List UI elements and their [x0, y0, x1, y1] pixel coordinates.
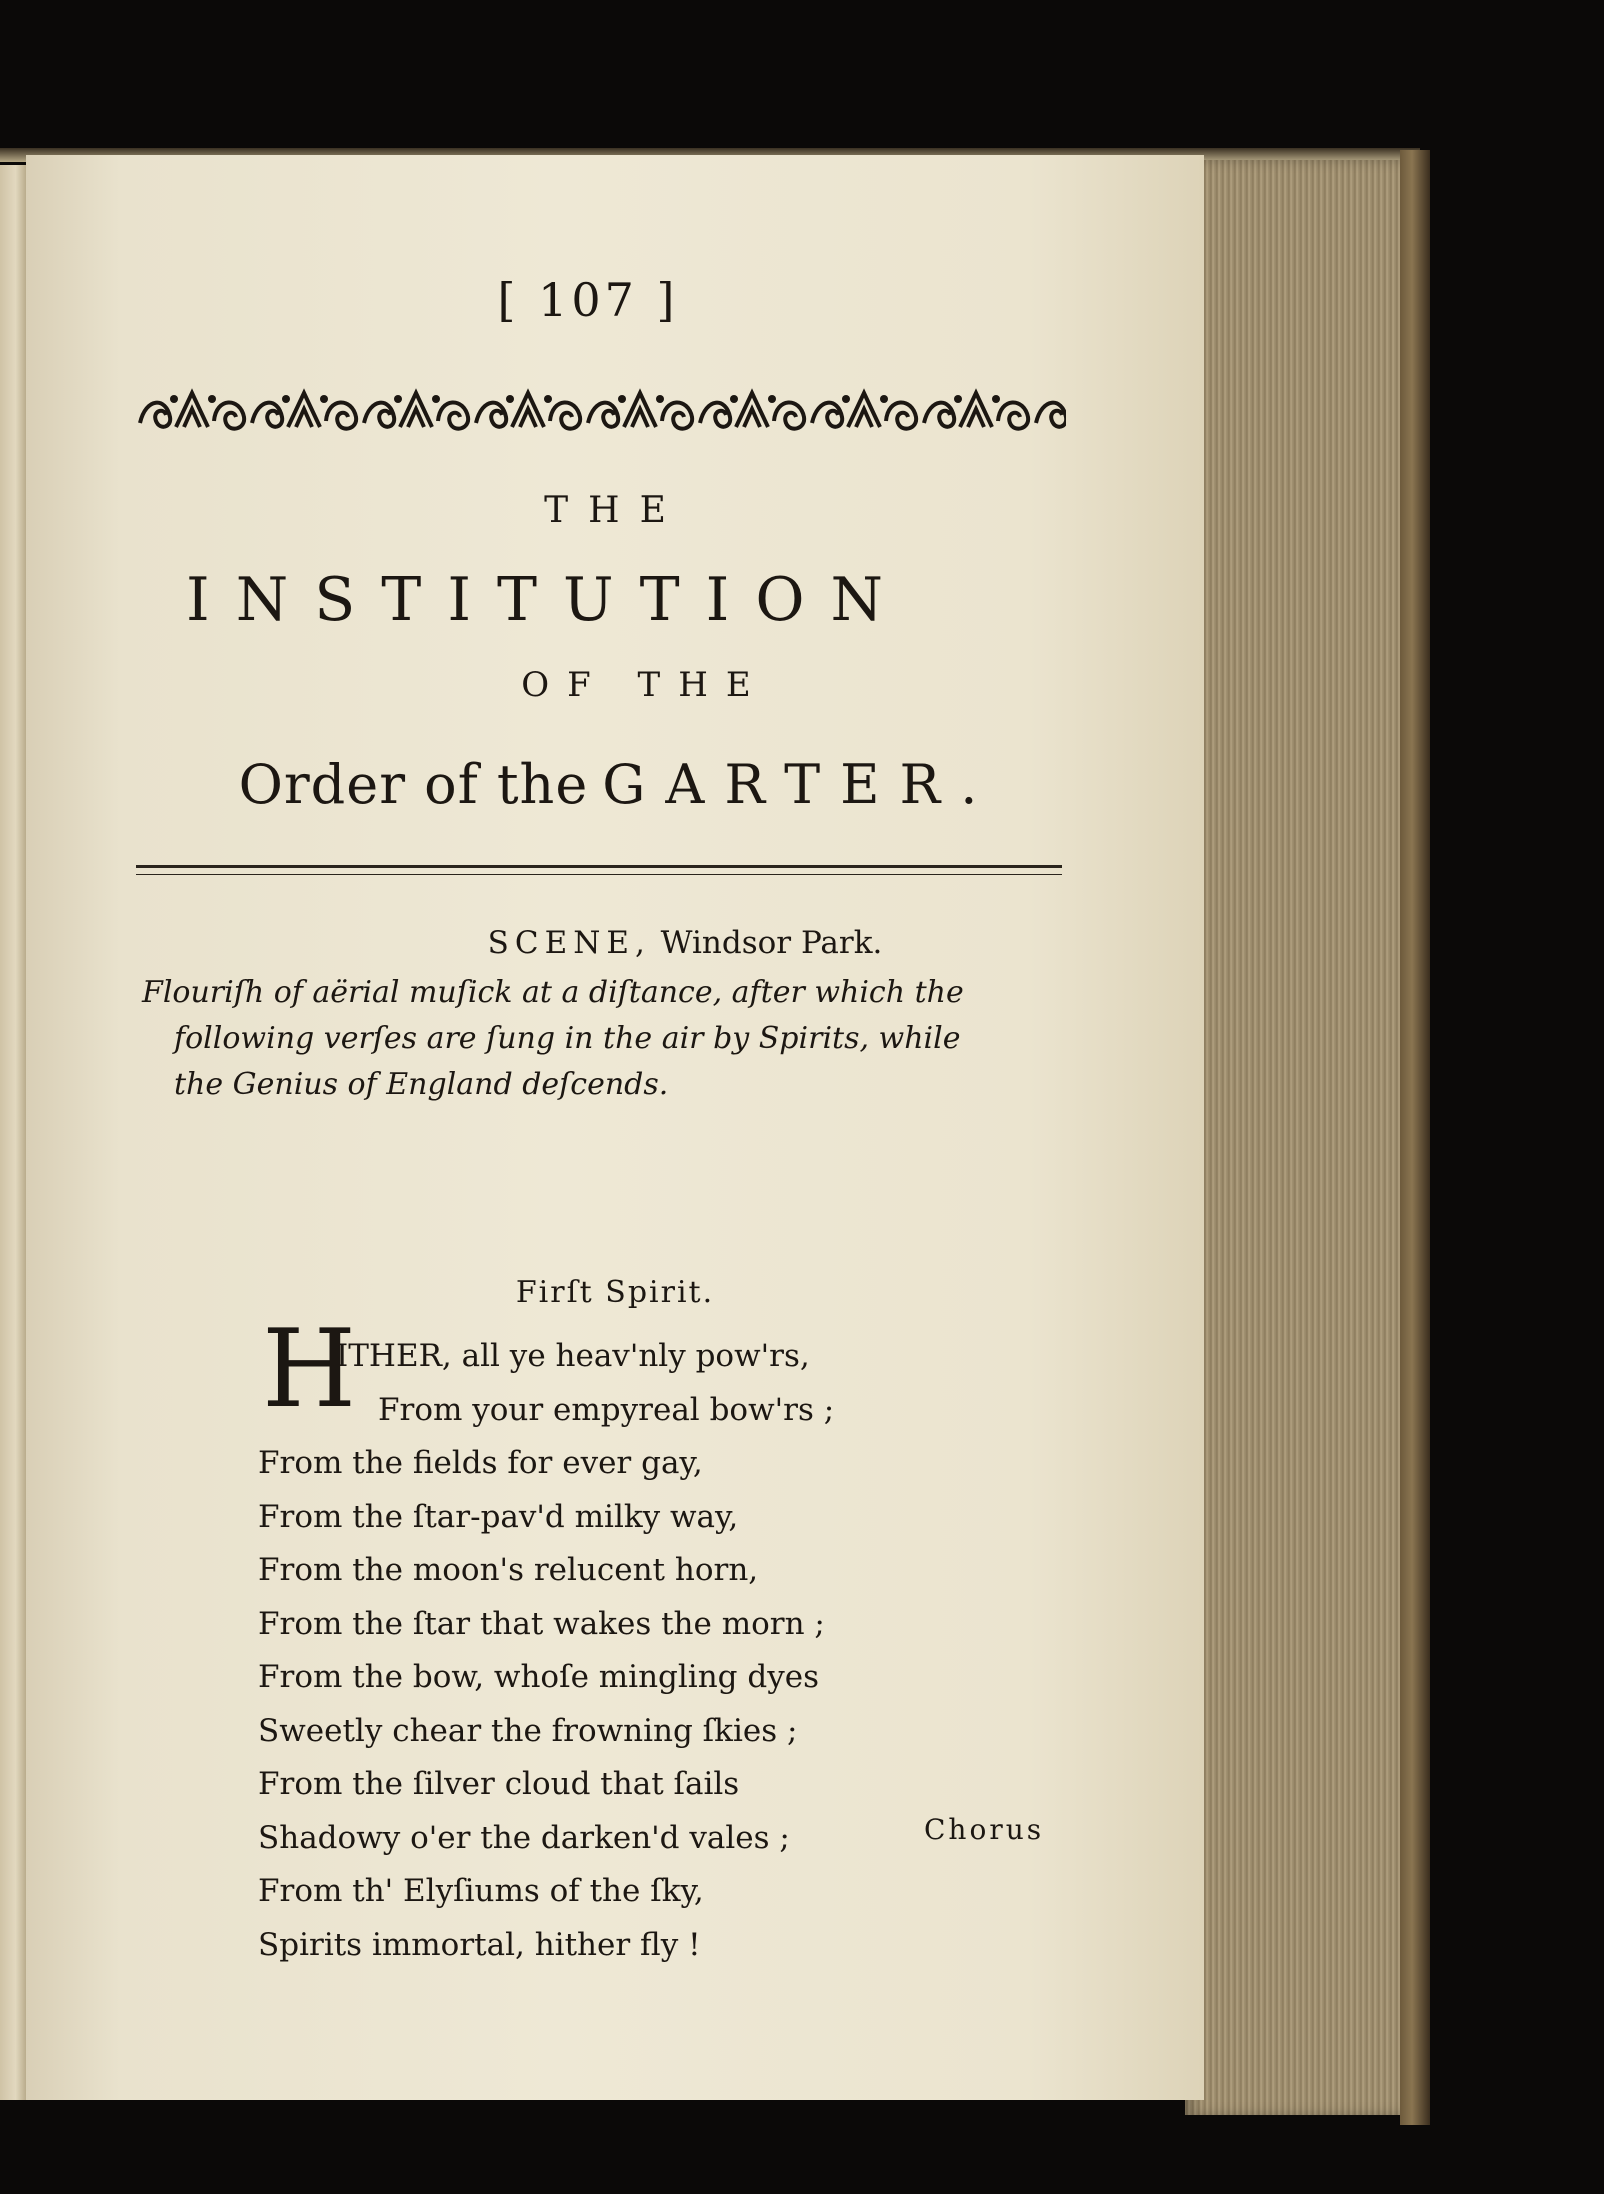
title-rule: [136, 865, 1062, 875]
verse-line: From the bow, whoſe mingling dyes: [258, 1659, 819, 1695]
scene-heading: [26, 925, 1204, 961]
verse-line: ITHER, all ye heav'nly pow'rs,: [336, 1338, 810, 1374]
verse-line: Shadowy o'er the darken'd vales ;: [258, 1819, 790, 1856]
title-the: THE: [544, 490, 686, 531]
scene-label: SCENE,: [487, 925, 651, 961]
verse-line: From the ſtar-pav'd milky way,: [258, 1498, 739, 1535]
catchword: Chorus: [924, 1813, 1045, 1846]
verse-block: [258, 1330, 1058, 1972]
book-cover-edge: [1400, 150, 1430, 2125]
verse-line: From the fields for ever gay,: [258, 1445, 703, 1481]
title-institution: INSTITUTION: [186, 565, 910, 635]
title-garter: GARTER.: [602, 753, 998, 816]
page-number: [ 107 ]: [497, 273, 679, 327]
title-order-of-the-garter: [138, 753, 1098, 816]
book-fore-edge: [1185, 160, 1413, 2115]
stage-direction: [142, 970, 1082, 1108]
drop-cap: H: [262, 1307, 357, 1432]
facing-page-edge: [0, 165, 26, 2100]
verse-line: Spirits immortal, hither fly !: [258, 1926, 701, 1963]
title-order-prefix: Order of the: [238, 753, 589, 816]
verse-line: From your empyreal bow'rs ;: [378, 1391, 835, 1428]
stage-direction-line: the Genius of England deſcends.: [174, 1067, 669, 1102]
stage-direction-line: Flouriſh of aërial muſick at a diſtance, after which the: [142, 975, 964, 1010]
title-of-the: OF THE: [521, 665, 769, 705]
speaker-name: Firſt Spirit.: [515, 1275, 715, 1310]
book-page: [26, 155, 1204, 2100]
verse-line: Sweetly chear the frowning ſkies ;: [258, 1712, 798, 1749]
verse-line: From the moon's relucent horn,: [258, 1552, 759, 1588]
scene-place: Windsor Park.: [660, 925, 883, 961]
printers-ornament-icon: [136, 383, 1066, 439]
verse-line: From the ſilver cloud that ſails: [258, 1766, 740, 1802]
stage-direction-line: following verſes are ſung in the air by Spirits, while: [174, 1021, 961, 1056]
verse-line: From the ſtar that wakes the morn ;: [258, 1605, 825, 1642]
verse-line: From th' Elyſiums of the ſky,: [258, 1873, 704, 1909]
